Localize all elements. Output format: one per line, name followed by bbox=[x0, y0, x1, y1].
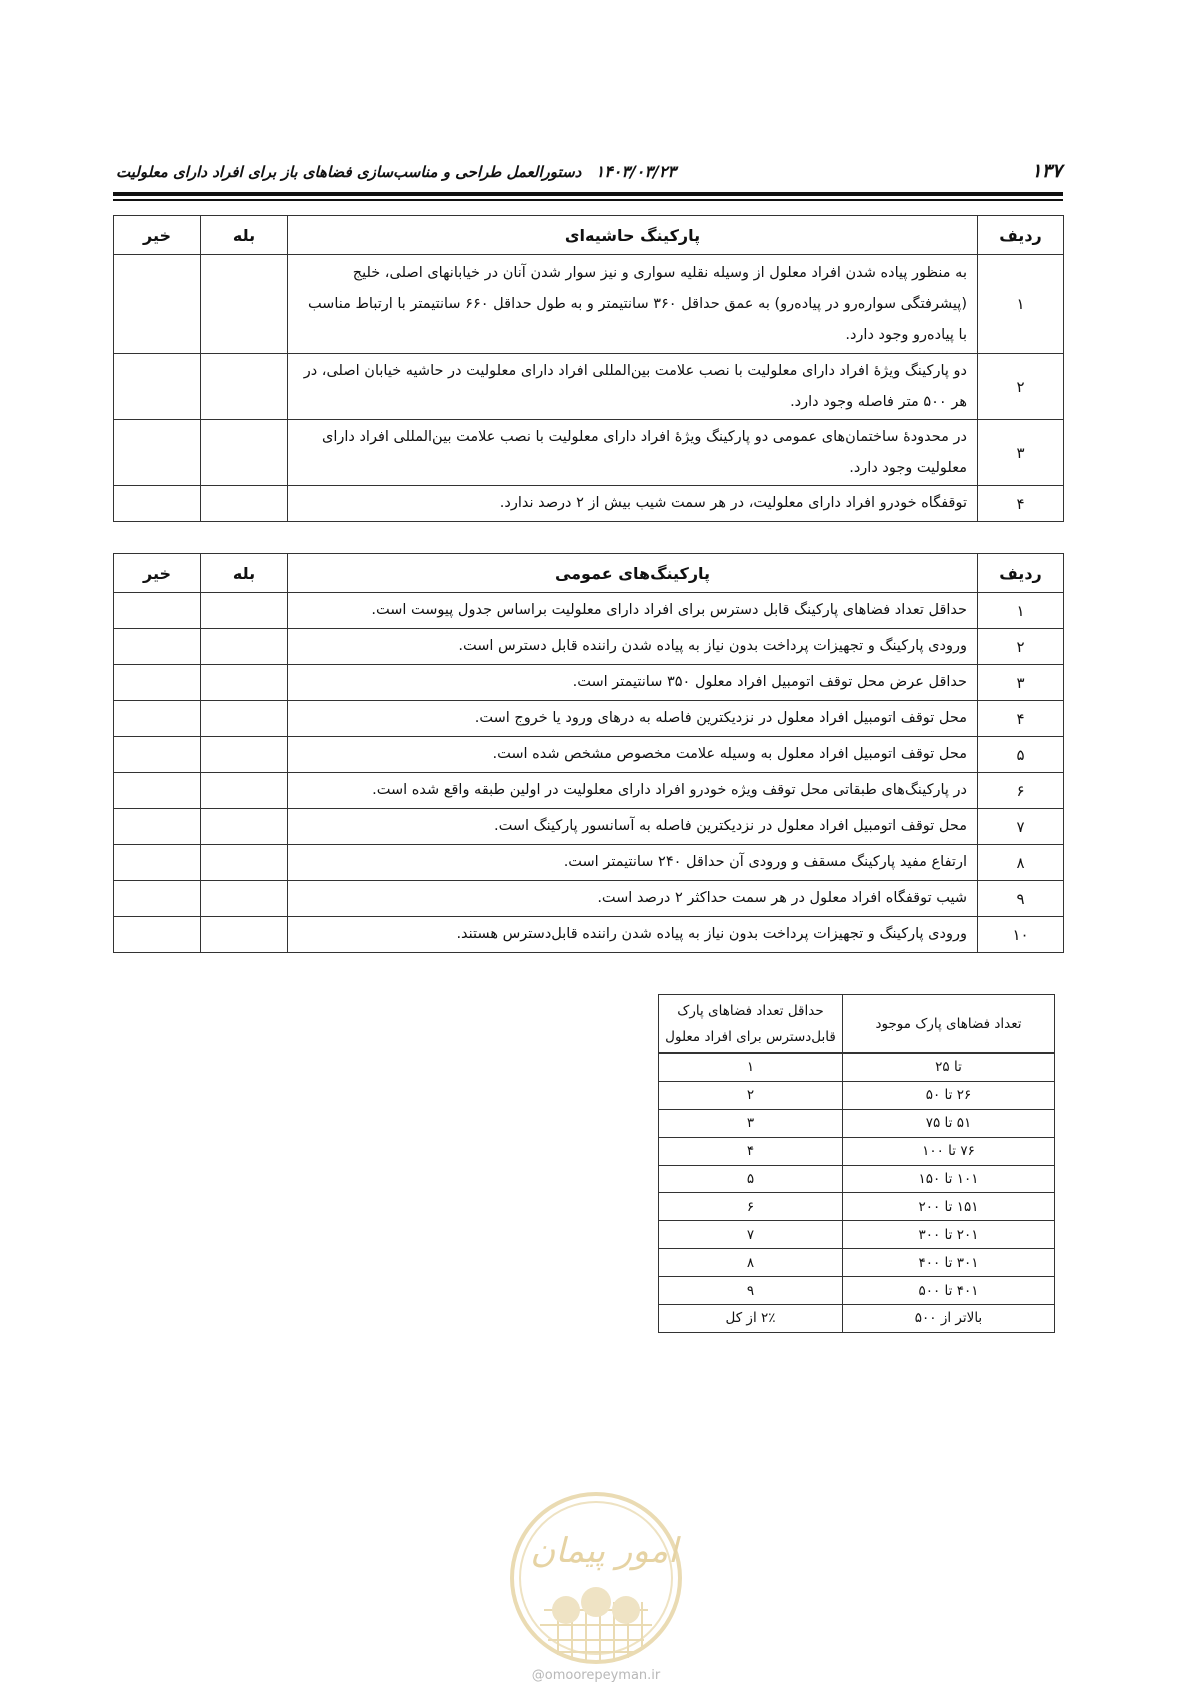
row-text: محل توقف اتومبیل افراد معلول در نزدیکترین فاصله به درهای ورود یا خروج است. bbox=[288, 701, 978, 737]
total-cell: ۵۱ تا ۷۵ bbox=[843, 1109, 1055, 1137]
row-text: محل توقف اتومبیل افراد معلول در نزدیکترین فاصله به آسانسور پارکینگ است. bbox=[288, 809, 978, 845]
min-cell: ۹ bbox=[659, 1277, 843, 1305]
no-cell[interactable] bbox=[114, 809, 201, 845]
seal-inner-ring bbox=[520, 1502, 672, 1654]
no-cell[interactable] bbox=[114, 255, 201, 354]
header-yes: بله bbox=[201, 554, 288, 593]
seal-logo-text: امور پیمان bbox=[530, 1531, 678, 1571]
table-row bbox=[659, 1305, 1055, 1333]
watermark-website: @omoorepeyman.ir bbox=[531, 1668, 661, 1683]
row-text: به منظور پیاده شدن افراد معلول از وسیله نقلیه سواری و نیز سوار شدن آنان در خیابانهای اصلی، خلیج (پیشرفتگی سواره‌رو در پیاده‌رو) به عمق حداقل ۳۶۰ سانتیمتر و به طول حداقل ۶۶۰ سانتیمتر با ارتباط مناسب با پیاده‌رو وجود دارد. bbox=[288, 255, 978, 354]
total-cell: ۳۰۱ تا ۴۰۰ bbox=[843, 1249, 1055, 1277]
header-rule-thin bbox=[113, 199, 1063, 201]
seal-house-emblem bbox=[612, 1596, 640, 1624]
table-row bbox=[659, 1249, 1055, 1277]
no-cell[interactable] bbox=[114, 701, 201, 737]
seal-person-emblem bbox=[581, 1587, 611, 1617]
header-yes: بله bbox=[201, 216, 288, 255]
header-row-number: ردیف bbox=[978, 216, 1064, 255]
yes-cell[interactable] bbox=[201, 354, 288, 420]
row-text: ورودی پارکینگ و تجهیزات پرداخت بدون نیاز به پیاده شدن راننده قابل‌دسترس هستند. bbox=[288, 917, 978, 953]
no-cell[interactable] bbox=[114, 593, 201, 629]
yes-cell[interactable] bbox=[201, 486, 288, 522]
min-cell: ۵ bbox=[659, 1165, 843, 1193]
header-min-line1: حداقل تعداد فضاهای پارک bbox=[677, 1002, 824, 1019]
total-cell: ۲۰۱ تا ۳۰۰ bbox=[843, 1221, 1055, 1249]
row-text: در پارکینگ‌های طبقاتی محل توقف ویژه خودرو افراد دارای معلولیت در اولین طبقه واقع شده است. bbox=[288, 773, 978, 809]
row-number: ۱ bbox=[978, 593, 1064, 629]
row-text: در محدودۀ ساختمان‌های عمومی دو پارکینگ ویژۀ افراد دارای معلولیت با نصب علامت بین‌المللی افراد دارای معلولیت وجود دارد. bbox=[288, 420, 978, 486]
public-parking-table bbox=[113, 553, 1064, 953]
row-number: ۳ bbox=[978, 665, 1064, 701]
row-text: دو پارکینگ ویژۀ افراد دارای معلولیت با نصب علامت بین‌المللی افراد دارای معلولیت در حاشیه خیابان اصلی، در هر ۵۰۰ متر فاصله وجود دارد. bbox=[288, 354, 978, 420]
row-text: شیب توقفگاه افراد معلول در هر سمت حداکثر ۲ درصد است. bbox=[288, 881, 978, 917]
header-total-spaces: تعداد فضاهای پارک موجود bbox=[843, 995, 1055, 1054]
row-number: ۷ bbox=[978, 809, 1064, 845]
table-row bbox=[659, 1277, 1055, 1305]
total-cell: ۷۶ تا ۱۰۰ bbox=[843, 1137, 1055, 1165]
row-text: حداقل عرض محل توقف اتومبیل افراد معلول ۳۵۰ سانتیمتر است. bbox=[288, 665, 978, 701]
document-title: دستورالعمل طراحی و مناسب‌سازی فضاهای باز برای افراد دارای معلولیت bbox=[116, 163, 582, 181]
no-cell[interactable] bbox=[114, 486, 201, 522]
watermark-seal-logo bbox=[508, 1490, 684, 1666]
yes-cell[interactable] bbox=[201, 665, 288, 701]
table-row bbox=[659, 1053, 1055, 1081]
no-cell[interactable] bbox=[114, 420, 201, 486]
min-cell: ۴ bbox=[659, 1137, 843, 1165]
yes-cell[interactable] bbox=[201, 917, 288, 953]
seal-outer-ring bbox=[512, 1494, 680, 1662]
row-number: ۸ bbox=[978, 845, 1064, 881]
row-number: ۴ bbox=[978, 701, 1064, 737]
total-cell: بالاتر از ۵۰۰ bbox=[843, 1305, 1055, 1333]
no-cell[interactable] bbox=[114, 881, 201, 917]
row-number: ۴ bbox=[978, 486, 1064, 522]
row-text: محل توقف اتومبیل افراد معلول به وسیله علامت مخصوص مشخص شده است. bbox=[288, 737, 978, 773]
no-cell[interactable] bbox=[114, 845, 201, 881]
table-row bbox=[114, 701, 1064, 737]
seal-scale-emblem bbox=[552, 1596, 580, 1624]
table-row bbox=[114, 420, 1064, 486]
yes-cell[interactable] bbox=[201, 255, 288, 354]
header-row-number: ردیف bbox=[978, 554, 1064, 593]
yes-cell[interactable] bbox=[201, 593, 288, 629]
header-min-line2: قابل‌دسترس برای افراد معلول bbox=[665, 1028, 836, 1045]
yes-cell[interactable] bbox=[201, 845, 288, 881]
yes-cell[interactable] bbox=[201, 629, 288, 665]
yes-cell[interactable] bbox=[201, 420, 288, 486]
page-header bbox=[116, 160, 1062, 188]
header-item: پارکینگ حاشیه‌ای bbox=[288, 216, 978, 255]
table-row bbox=[659, 1081, 1055, 1109]
no-cell[interactable] bbox=[114, 917, 201, 953]
table-row bbox=[114, 737, 1064, 773]
min-cell: ۲٪ از کل bbox=[659, 1305, 843, 1333]
row-text: ارتفاع مفید پارکینگ مسقف و ورودی آن حداقل ۲۴۰ سانتیمتر است. bbox=[288, 845, 978, 881]
yes-cell[interactable] bbox=[201, 701, 288, 737]
table-row bbox=[659, 1193, 1055, 1221]
table-row bbox=[114, 255, 1064, 354]
row-text: حداقل تعداد فضاهای پارکینگ قابل دسترس برای افراد دارای معلولیت براساس جدول پیوست است. bbox=[288, 593, 978, 629]
no-cell[interactable] bbox=[114, 737, 201, 773]
total-cell: ۱۵۱ تا ۲۰۰ bbox=[843, 1193, 1055, 1221]
no-cell[interactable] bbox=[114, 773, 201, 809]
total-cell: ۴۰۱ تا ۵۰۰ bbox=[843, 1277, 1055, 1305]
row-number: ۳ bbox=[978, 420, 1064, 486]
row-number: ۱۰ bbox=[978, 917, 1064, 953]
header-no: خیر bbox=[114, 554, 201, 593]
no-cell[interactable] bbox=[114, 665, 201, 701]
min-cell: ۱ bbox=[659, 1053, 843, 1081]
row-number: ۹ bbox=[978, 881, 1064, 917]
min-cell: ۶ bbox=[659, 1193, 843, 1221]
table-row bbox=[659, 1137, 1055, 1165]
yes-cell[interactable] bbox=[201, 737, 288, 773]
table-row bbox=[659, 1221, 1055, 1249]
min-cell: ۷ bbox=[659, 1221, 843, 1249]
total-cell: ۲۶ تا ۵۰ bbox=[843, 1081, 1055, 1109]
table-row bbox=[114, 354, 1064, 420]
table-row bbox=[114, 629, 1064, 665]
table-header-row bbox=[114, 554, 1064, 593]
yes-cell[interactable] bbox=[201, 773, 288, 809]
table-row bbox=[114, 809, 1064, 845]
table-row bbox=[114, 665, 1064, 701]
min-cell: ۳ bbox=[659, 1109, 843, 1137]
yes-cell[interactable] bbox=[201, 881, 288, 917]
row-number: ۶ bbox=[978, 773, 1064, 809]
row-number: ۲ bbox=[978, 354, 1064, 420]
table-row bbox=[659, 1109, 1055, 1137]
yes-cell[interactable] bbox=[201, 809, 288, 845]
header-min-accessible bbox=[659, 995, 843, 1054]
table-header-row bbox=[114, 216, 1064, 255]
header-no: خیر bbox=[114, 216, 201, 255]
table-row bbox=[114, 773, 1064, 809]
no-cell[interactable] bbox=[114, 354, 201, 420]
curbside-parking-table bbox=[113, 215, 1064, 522]
table-row bbox=[114, 917, 1064, 953]
accessible-spaces-table bbox=[658, 994, 1055, 1333]
document-date: ۱۴۰۳/۰۳/۲۳ bbox=[595, 162, 676, 181]
total-cell: ۱۰۱ تا ۱۵۰ bbox=[843, 1165, 1055, 1193]
table-row bbox=[114, 845, 1064, 881]
total-cell: تا ۲۵ bbox=[843, 1053, 1055, 1081]
header-rule-thick bbox=[113, 192, 1063, 196]
min-cell: ۸ bbox=[659, 1249, 843, 1277]
table-row bbox=[659, 1165, 1055, 1193]
table-row bbox=[114, 881, 1064, 917]
row-text: ورودی پارکینگ و تجهیزات پرداخت بدون نیاز به پیاده شدن راننده قابل دسترس است. bbox=[288, 629, 978, 665]
row-number: ۲ bbox=[978, 629, 1064, 665]
table-row bbox=[114, 593, 1064, 629]
no-cell[interactable] bbox=[114, 629, 201, 665]
page-number: ۱۳۷ bbox=[1031, 160, 1062, 182]
row-number: ۱ bbox=[978, 255, 1064, 354]
row-number: ۵ bbox=[978, 737, 1064, 773]
header-item: پارکینگ‌های عمومی bbox=[288, 554, 978, 593]
table-row bbox=[114, 486, 1064, 522]
row-text: توقفگاه خودرو افراد دارای معلولیت، در هر سمت شیب بیش از ۲ درصد ندارد. bbox=[288, 486, 978, 522]
table-header-row bbox=[659, 995, 1055, 1054]
min-cell: ۲ bbox=[659, 1081, 843, 1109]
